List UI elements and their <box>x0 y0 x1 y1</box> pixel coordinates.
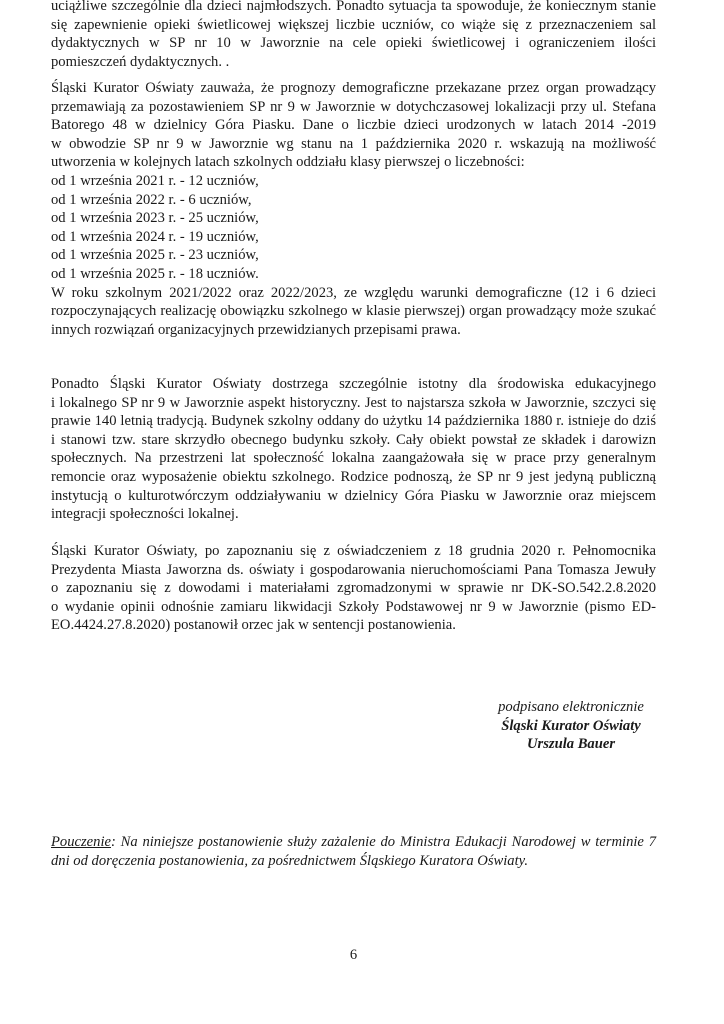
text-line: i stanowi tzw. stare skrzydło obecnego budynku szkoły. Cały obiekt powstał ze składek i darowizn <box>51 431 656 448</box>
appeal-notice <box>51 833 656 870</box>
text-line: pomieszczeń dydaktycznych. . <box>51 53 230 70</box>
signatory-office: Śląski Kurator Oświaty <box>501 717 641 734</box>
text-line: społecznych. Na przestrzeni lat społeczność lokalna zaangażowała się w prace przy generalnym <box>51 450 656 467</box>
text-line: innych rozwiązań organizacyjnych przewidzianych przepisami prawa. <box>51 321 461 338</box>
text-line: Batorego 48 w dzielnicy Góra Piasku. Dane o liczbie dzieci urodzonych w latach 2014 -2019 <box>51 117 656 134</box>
paragraph-demographics <box>51 79 656 339</box>
text-line: EO.4424.27.8.2020) postanowił orzec jak w sentencji postanowienia. <box>51 617 456 634</box>
text-line: utworzenia w kolejnych latach szkolnych oddziału klasy pierwszej o liczebności: <box>51 154 525 171</box>
text-line: Prezydenta Miasta Jaworzna ds. oświaty i gospodarowania nieruchomościami Pana Tomasza Jewuły <box>51 561 656 578</box>
paragraph-decision <box>51 542 656 635</box>
text-line: uciążliwe szczególnie dla dzieci najmłodszych. Ponadto sytuacja ta spowoduje, że koniecznym stanie <box>51 0 656 14</box>
paragraph-continued <box>51 0 656 71</box>
text-line: remoncie oraz wyposażenie obiektu szkolnego. Rodzice podnoszą, że SP nr 9 jest jedyną publiczną <box>51 468 656 485</box>
text-line: dni od doręczenia postanowienia, za pośrednictwem Śląskiego Kuratora Oświaty. <box>51 852 528 869</box>
enrollment-list <box>51 172 656 284</box>
list-item: od 1 września 2022 r. - 6 uczniów, <box>51 191 252 208</box>
text-line: o zapoznaniu się z dowodami i materiałami zgromadzonymi w sprawie nr DK-SO.542.2.8.2020 <box>51 580 656 597</box>
text-line: integracji społeczności lokalnej. <box>51 506 239 523</box>
page-number: 6 <box>349 947 358 963</box>
signatory-name: Urszula Bauer <box>527 736 615 753</box>
notice-text: : Na niniejsze postanowienie służy zażalenie do Ministra Edukacji Narodowej w terminie 7 <box>110 834 656 850</box>
text-line: dydaktycznych w SP nr 10 w Jaworznie na cele opieki świetlicowej i ograniczeniem ilości <box>51 35 656 52</box>
signed-electronically-note: podpisano elektronicznie <box>498 699 644 715</box>
signature-block <box>491 698 651 754</box>
text-line: Ponadto Śląski Kurator Oświaty dostrzega szczególnie istotny dla środowiska edukacyjnego <box>51 376 656 392</box>
list-item: od 1 września 2024 r. - 19 uczniów, <box>51 228 259 245</box>
notice-label: Pouczenie <box>51 834 111 850</box>
text-line: rozpoczynających realizację obowiązku szkolnego w klasie pierwszej) organ prowadzący może szukać <box>51 303 656 320</box>
list-item: od 1 września 2025 r. - 23 uczniów, <box>51 247 259 264</box>
text-line: się zapewnienie opieki świetlicowej większej liczbie uczniów, co wiąże się z przeznaczeniem sal <box>51 16 656 33</box>
text-line: prawie 140 letnią tradycją. Budynek szkolny oddany do użytku 14 października 1880 r. istnieje do dziś <box>51 413 656 430</box>
text-line: w obwodzie SP nr 9 w Jaworznie wg stanu na 1 października 2020 r. wskazują na możliwość <box>51 135 656 152</box>
text-line: przemawiają za pozostawieniem SP nr 9 w Jaworznie w dotychczasowej lokalizacji przy ul. Stefana <box>51 98 656 115</box>
text-line: o wydanie opinii odnośnie zamiaru likwidacji Szkoły Podstawowej nr 9 w Jaworznie (pismo ED- <box>51 598 656 615</box>
text-line: W roku szkolnym 2021/2022 oraz 2022/2023, ze względu warunki demograficzne (12 i 6 dzieci <box>51 284 656 301</box>
text-line: i lokalnego SP nr 9 w Jaworznie aspekt historyczny. Jest to najstarsza szkoła w Jaworznie, szczyci się <box>51 394 656 411</box>
paragraph-history <box>51 375 656 524</box>
text-line <box>51 833 656 852</box>
list-item: od 1 września 2025 r. - 18 uczniów. <box>51 265 259 282</box>
list-item: od 1 września 2023 r. - 25 uczniów, <box>51 210 259 227</box>
text-line: Śląski Kurator Oświaty zauważa, że prognozy demograficzne przekazane przez organ prowadzący <box>51 80 656 96</box>
list-item: od 1 września 2021 r. - 12 uczniów, <box>51 172 259 189</box>
text-line: Śląski Kurator Oświaty, po zapoznaniu się z oświadczeniem z 18 grudnia 2020 r. Pełnomocnika <box>51 543 656 559</box>
text-line: instytucją o kulturotwórczym oddziaływaniu w dzielnicy Góra Piasku w Jaworznie oraz miejscem <box>51 487 656 504</box>
